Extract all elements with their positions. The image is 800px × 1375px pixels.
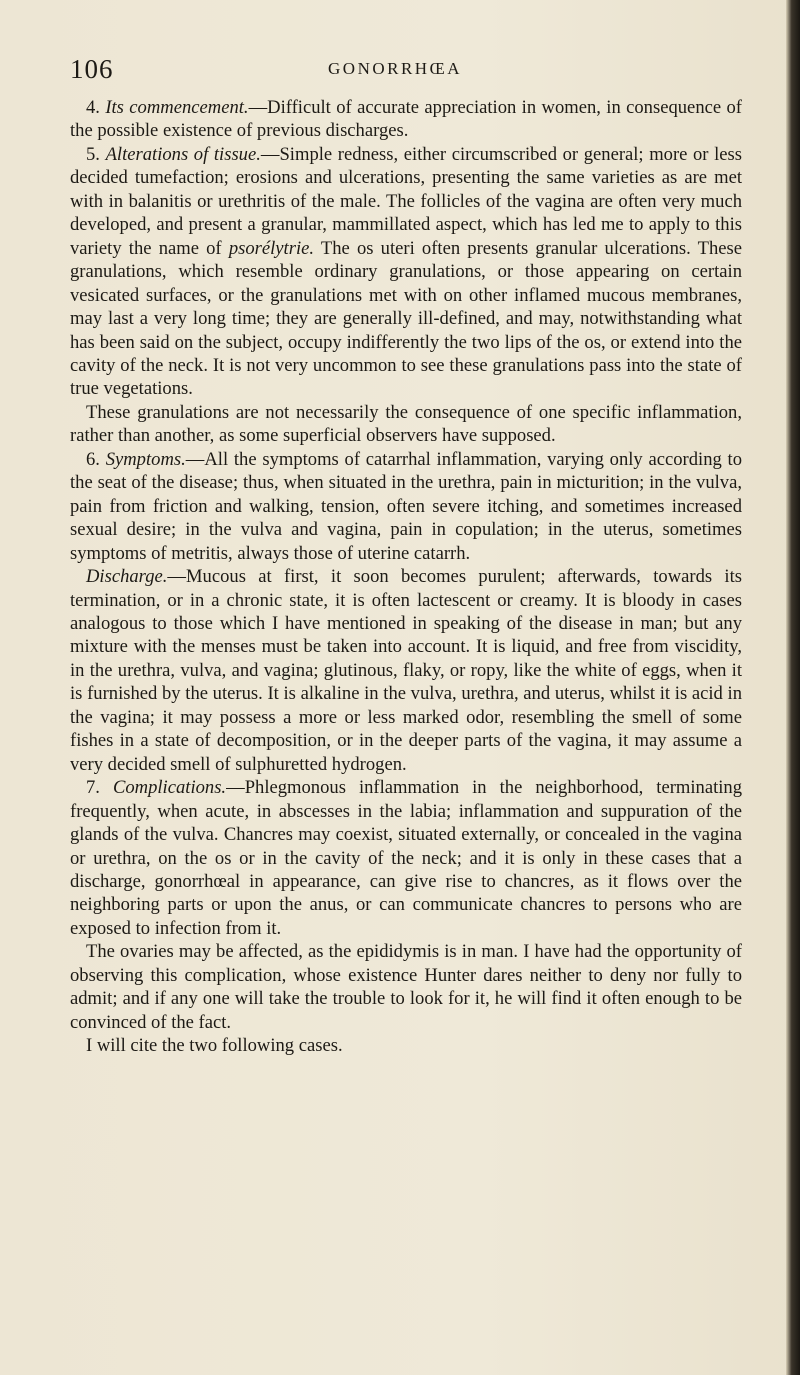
paragraph-complications: 7. Complications.—Phlegmonous inflammation in the neighborhood, terminating frequently, when acute, in abscesses in the labia; inflammation and suppuration of the glands of the vulva. Chancres may coexist, situated externally, or concealed in the vagina or urethra, on the os or in the cavity of the neck; and it is only in these cases that a discharge, gonorrhœal in appearance, can give rise to chancres, as it flows over the neighboring parts or upon the anus, or can communicate chancres to persons who are exposed to infection from it. bbox=[70, 777, 743, 939]
paragraph-alterations: 5. Alterations of tissue.—Simple redness, either circumscribed or general; more or less decided tumefaction; erosions and ulcerations, presenting the same varieties as are met with in balanitis or urethritis of the male. The follicles of the vagina are often very much developed, and present a granular, mammillated aspect, which has led me to apply to this variety the name of psorélytrie. The os uteri often presents granular ulcerations. These granulations, which resemble ordinary granulations, or those appearing on certain vesicated surfaces, or the granulations met with on other inflamed mucous membranes, may last a very long time; they are generally ill-defined, and may, notwithstanding what has been said on the subject, occupy indifferently the two lips of the os, or extend into the cavity of the neck. It is not very uncommon to see these granulations pass into the state of true vegetations. bbox=[70, 143, 742, 400]
paragraph-cases: I will cite the two following cases. bbox=[86, 1035, 343, 1057]
paragraph-symptoms: 6. Symptoms.—All the symptoms of catarrhal inflammation, varying only according to the seat of the disease; thus, when situated in the urethra, pain in micturition; in the vulva, pain from friction and walking, tension, often severe itching, and sometimes increased sexual desire; in the vulva and vagina, pain in copulation; in the uterus, sometimes symptoms of metritis, always those of uterine catarrh. bbox=[70, 448, 742, 564]
paragraph-ovaries: The ovaries may be affected, as the epididymis is in man. I have had the opportunity of observing this complication, whose existence Hunter dares neither to deny nor fully to admit; and if any one will take the trouble to look for it, he will find it often enough to be convinced of the fact. bbox=[70, 941, 742, 1033]
paragraph-discharge: Discharge.—Mucous at first, it soon becomes purulent; afterwards, towards its termination, or in a chronic state, it is often lactescent or creamy. It is bloody in cases analogous to those which I have mentioned in speaking of the disease in man; but any mixture with the menses must be taken into account. It is liquid, and free from viscidity, in the urethra, vulva, and vagina; glutinous, flaky, or ropy, like the white of eggs, when it is furnished by the uterus. It is alkaline in the vulva, urethra, and uterus, whilst it is acid in the vagina; it may possess a more or less marked odor, resembling the smell of some fishes in a state of decomposition, or in the deeper parts of the vagina, it may assume a very decided smell of sulphuretted hydrogen. bbox=[70, 566, 742, 775]
page-edge bbox=[786, 0, 800, 1375]
paragraph-granulations: These granulations are not necessarily the consequence of one specific inflammation, rather than another, as some superficial observers have supposed. bbox=[70, 401, 742, 447]
page-header bbox=[70, 54, 720, 84]
body-text bbox=[70, 96, 742, 1058]
page-number: 106 bbox=[70, 54, 114, 84]
running-head: GONORRHŒA bbox=[328, 59, 462, 78]
paragraph-commencement: 4. Its commencement.—Difficult of accurate appreciation in women, in consequence of the possible existence of previous discharges. bbox=[70, 97, 742, 142]
